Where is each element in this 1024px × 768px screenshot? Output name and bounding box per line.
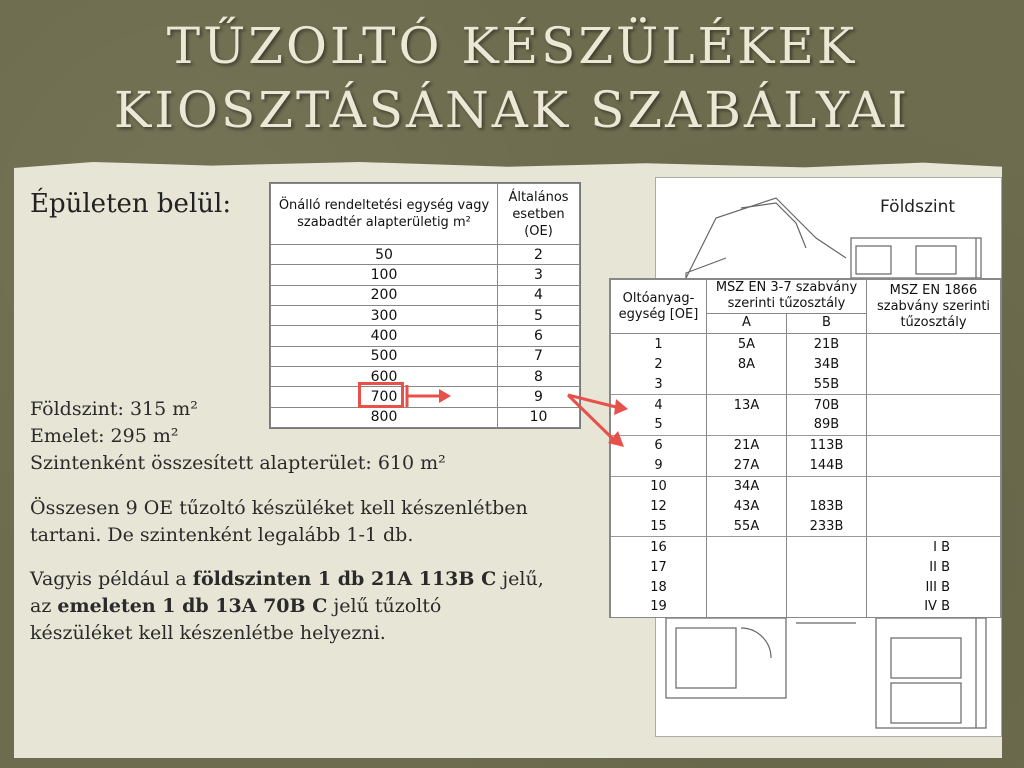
en1866-cell: [867, 476, 1001, 496]
class-a-cell: 5A: [707, 334, 787, 354]
class-a-cell: 13A: [707, 395, 787, 415]
class-b-cell: 233B: [787, 516, 867, 536]
en1866-cell: [867, 354, 1001, 374]
table-row: [271, 265, 580, 285]
title-line-1: TŰZOLTÓ KÉSZÜLÉKEK: [166, 17, 858, 75]
class-b-cell: 55B: [787, 374, 867, 394]
class-a-cell: 21A: [707, 435, 787, 455]
area-cell: 800: [271, 407, 498, 427]
oe-cell: 10: [611, 476, 707, 496]
class-b-cell: [787, 557, 867, 577]
upper-floor-area: Emelet: 295 m²: [30, 425, 179, 447]
class-a-cell: 34A: [707, 476, 787, 496]
class-a-cell: 8A: [707, 354, 787, 374]
oe-cell: 3: [611, 374, 707, 394]
en1866-cell: I B: [867, 537, 1001, 557]
oe-cell: 5: [611, 415, 707, 435]
table2-header-b: B: [787, 313, 867, 334]
table-row: [611, 557, 1001, 577]
en1866-cell: II B: [867, 557, 1001, 577]
table-row: [611, 537, 1001, 557]
table-row: [611, 476, 1001, 496]
class-b-cell: 113B: [787, 435, 867, 455]
text-span: Vagyis például a: [30, 568, 193, 590]
class-a-cell: 43A: [707, 497, 787, 517]
class-b-cell: [787, 537, 867, 557]
class-b-cell: 21B: [787, 334, 867, 354]
table-row: [271, 305, 580, 325]
text-span: az: [30, 595, 58, 617]
table-row: [271, 407, 580, 427]
area-cell: 100: [271, 265, 498, 285]
oe-cell: 7: [498, 346, 580, 366]
table2-header-en1866: MSZ EN 1866 szabvány szerinti tűzosztály: [867, 280, 1001, 334]
oe-cell: 15: [611, 516, 707, 536]
bold-text: földszinten 1 db 21A 113B C: [192, 568, 497, 590]
bold-text: emeleten 1 db 13A 70B C: [57, 595, 328, 617]
oe-cell: 4: [611, 395, 707, 415]
table-row: [611, 415, 1001, 435]
inside-building-label: Épületen belül:: [30, 189, 232, 219]
class-b-cell: 34B: [787, 354, 867, 374]
title-line-2: KIOSZTÁSÁNAK SZABÁLYAI: [113, 81, 911, 139]
area-cell: 500: [271, 346, 498, 366]
oe-cell: 3: [498, 265, 580, 285]
oe-cell: 1: [611, 334, 707, 354]
table-row: [611, 354, 1001, 374]
table-row: [611, 435, 1001, 455]
table2-header-a: A: [707, 313, 787, 334]
table-row: [271, 346, 580, 366]
en1866-cell: [867, 435, 1001, 455]
area-cell: 600: [271, 366, 498, 386]
paragraph-total-oe-1: Összesen 9 OE tűzoltó készüléket kell készenlétben: [30, 497, 528, 519]
table1-header-oe: Általános esetben (OE): [498, 184, 580, 245]
class-b-cell: [787, 476, 867, 496]
en1866-cell: [867, 415, 1001, 435]
class-b-cell: [787, 597, 867, 617]
area-cell: 300: [271, 305, 498, 325]
en1866-cell: [867, 334, 1001, 354]
en1866-cell: [867, 374, 1001, 394]
oe-cell: 6: [611, 435, 707, 455]
en1866-cell: [867, 497, 1001, 517]
area-cell: 50: [271, 245, 498, 265]
table-row: [611, 597, 1001, 617]
en1866-cell: [867, 395, 1001, 415]
table-row: [611, 456, 1001, 476]
oe-cell: 6: [498, 326, 580, 346]
paragraph-example-3: készüléket kell készenlétbe helyezni.: [30, 622, 386, 644]
oe-cell: 10: [498, 407, 580, 427]
oe-cell: 12: [611, 497, 707, 517]
arrow-right-icon: [405, 383, 451, 409]
class-b-cell: 89B: [787, 415, 867, 435]
table-row: [271, 326, 580, 346]
pointer-arrows-icon: [560, 385, 630, 455]
table1-header-area: Önálló rendeltetési egység vagy szabadtér alapterületig m²: [271, 184, 498, 245]
oe-cell: 4: [498, 285, 580, 305]
class-a-cell: 27A: [707, 456, 787, 476]
floor-plan-label: Földszint: [880, 197, 956, 217]
class-a-cell: [707, 374, 787, 394]
oe-cell: 2: [498, 245, 580, 265]
class-a-cell: [707, 415, 787, 435]
table-row: [611, 577, 1001, 597]
total-area: Szintenként összesített alapterület: 610 m²: [30, 452, 446, 474]
paragraph-total-oe-2: tartani. De szintenként legalább 1-1 db.: [30, 524, 414, 546]
ground-floor-area: Földszint: 315 m²: [30, 398, 198, 420]
table-row: [611, 395, 1001, 415]
oe-cell: 5: [498, 305, 580, 325]
oe-cell: 9: [498, 387, 580, 407]
table-row: [611, 516, 1001, 536]
class-a-cell: [707, 577, 787, 597]
class-a-cell: [707, 537, 787, 557]
oe-cell: 9: [611, 456, 707, 476]
slide-title: [0, 14, 1024, 142]
highlight-box-700: [358, 382, 404, 408]
area-cell: 700: [271, 387, 498, 407]
table-row: [611, 334, 1001, 354]
en1866-cell: [867, 516, 1001, 536]
table-row: [611, 374, 1001, 394]
text-span: jelű,: [496, 568, 544, 590]
oe-cell: 17: [611, 557, 707, 577]
table-row: [611, 497, 1001, 517]
table2-header-oe: Oltóanyag-egység [OE]: [611, 280, 707, 334]
class-a-cell: [707, 597, 787, 617]
class-b-cell: 183B: [787, 497, 867, 517]
table-row: [271, 285, 580, 305]
text-span: jelű tűzoltó: [327, 595, 442, 617]
class-a-cell: [707, 557, 787, 577]
oe-cell: 18: [611, 577, 707, 597]
paragraph-example-1: [30, 567, 544, 591]
class-b-cell: 70B: [787, 395, 867, 415]
oe-cell: 2: [611, 354, 707, 374]
class-b-cell: [787, 577, 867, 597]
en1866-cell: III B: [867, 577, 1001, 597]
en1866-cell: IV B: [867, 597, 1001, 617]
en1866-cell: [867, 456, 1001, 476]
extinguisher-class-table: [609, 278, 1002, 618]
paragraph-example-2: [30, 594, 441, 618]
area-cell: 400: [271, 326, 498, 346]
oe-cell: 8: [498, 366, 580, 386]
table2-header-en3: MSZ EN 3-7 szabvány szerinti tűzosztály: [707, 280, 867, 314]
oe-cell: 19: [611, 597, 707, 617]
class-a-cell: 55A: [707, 516, 787, 536]
oe-cell: 16: [611, 537, 707, 557]
class-b-cell: 144B: [787, 456, 867, 476]
area-cell: 200: [271, 285, 498, 305]
table-row: [271, 245, 580, 265]
